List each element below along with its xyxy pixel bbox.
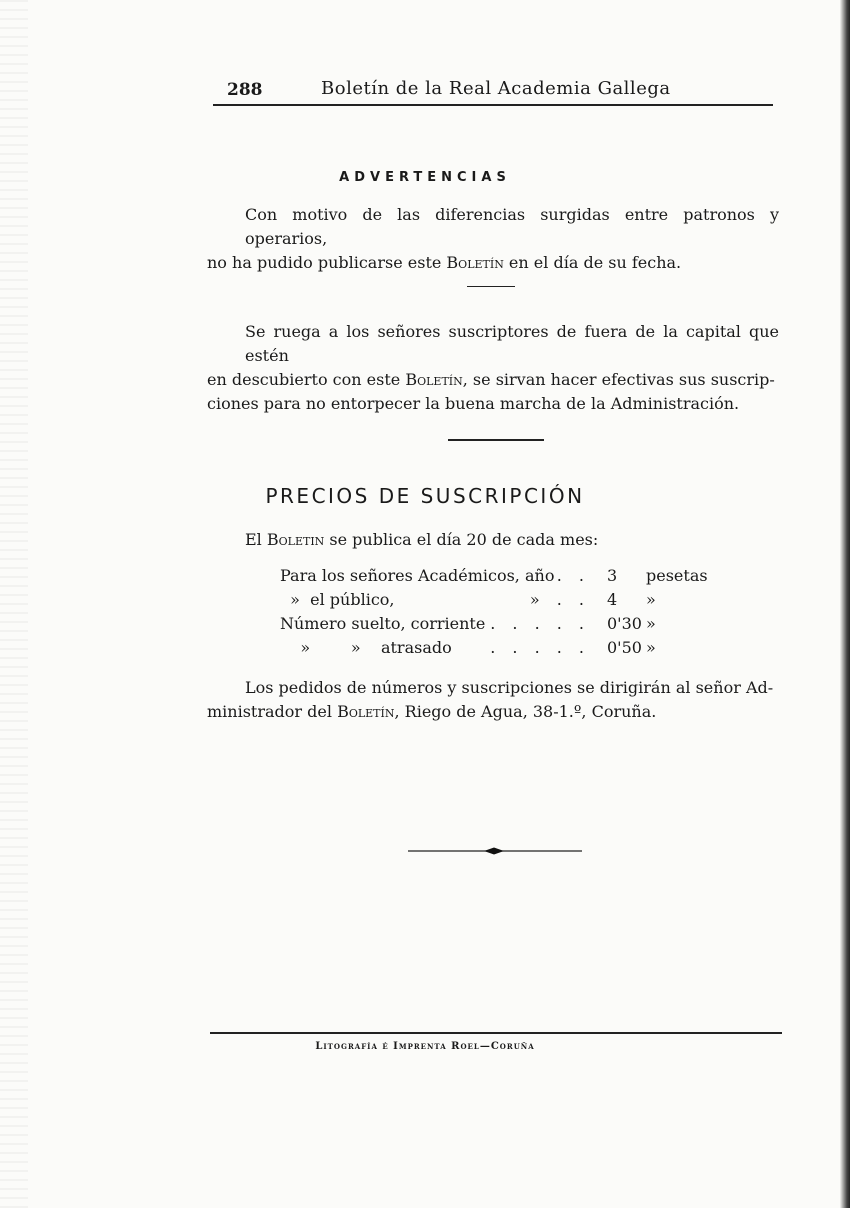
price-table — [280, 566, 720, 662]
leader-dots: . . . . . — [490, 638, 590, 657]
notice-paragraph-1 — [207, 203, 779, 275]
notice-p2-line1: Se ruega a los señores suscriptores de fuera de la capital que estén — [245, 322, 779, 365]
price-row — [280, 614, 720, 638]
price-amount: 3 — [607, 566, 618, 585]
header-rule — [213, 104, 773, 106]
orders-line2 — [207, 700, 779, 724]
price-unit: » — [646, 590, 656, 609]
text-run: se publica el día 20 de cada mes: — [324, 530, 599, 549]
leader-dots: . . . . . — [490, 614, 590, 633]
page-header — [213, 76, 773, 106]
text-run: en descubierto con este — [207, 370, 406, 389]
price-unit: pesetas — [646, 566, 708, 585]
price-amount: 0'30 — [607, 614, 642, 633]
page-number: 288 — [227, 80, 263, 100]
boletin-word: Boletín — [337, 702, 395, 721]
notice-p1-line2 — [207, 251, 779, 275]
notice-heading: ADVERTENCIAS — [339, 170, 511, 185]
orders-line1: Los pedidos de números y suscripciones se dirigirán al señor Ad- — [245, 678, 774, 697]
prices-heading: PRECIOS DE SUSCRIPCIÓN — [265, 484, 585, 508]
printer-imprint: Litografía é Imprenta Roel—Coruña — [315, 1041, 535, 1052]
leader-dots: » . . — [529, 590, 590, 609]
text-run: El — [245, 530, 267, 549]
boletin-word: Boletin — [266, 530, 325, 549]
price-amount: 0'50 — [607, 638, 642, 657]
footer-rule — [210, 1032, 782, 1034]
ornament-diamond — [484, 848, 504, 855]
price-row — [280, 590, 720, 614]
running-title: Boletín de la Real Academia Gallega — [321, 78, 671, 99]
price-amount: 4 — [607, 590, 618, 609]
text-run: no ha pudido publicarse este — [207, 253, 447, 272]
boletin-word: Boletín — [446, 253, 504, 272]
text-run: , Riego de Agua, 38-1.º, Coruña. — [394, 702, 657, 721]
price-label: Número suelto, corriente — [280, 614, 486, 633]
text-run: , se sirvan hacer efectivas sus suscrip- — [462, 370, 775, 389]
notice-p2-line2 — [207, 368, 779, 392]
price-label: » » atrasado — [280, 638, 452, 657]
price-label: » el público, — [280, 590, 395, 609]
publication-note — [245, 530, 598, 549]
section-separator — [448, 439, 544, 441]
notice-p2-line3: ciones para no entorpecer la buena marcha de la Administración. — [207, 394, 740, 413]
notice-p1-line1: Con motivo de las diferencias surgidas entre patronos y operarios, — [245, 205, 779, 248]
notice-paragraph-2 — [207, 320, 779, 416]
price-row — [280, 638, 720, 662]
price-row — [280, 566, 720, 590]
text-run: en el día de su fecha. — [503, 253, 682, 272]
price-label: Para los señores Académicos, año — [280, 566, 555, 585]
price-unit: » — [646, 614, 656, 633]
orders-paragraph — [207, 676, 779, 724]
text-run: ministrador del — [207, 702, 338, 721]
leader-dots: . . — [556, 566, 590, 585]
end-ornament — [408, 846, 582, 856]
price-unit: » — [646, 638, 656, 657]
separator-dash — [467, 286, 515, 287]
boletin-word: Boletín — [405, 370, 463, 389]
